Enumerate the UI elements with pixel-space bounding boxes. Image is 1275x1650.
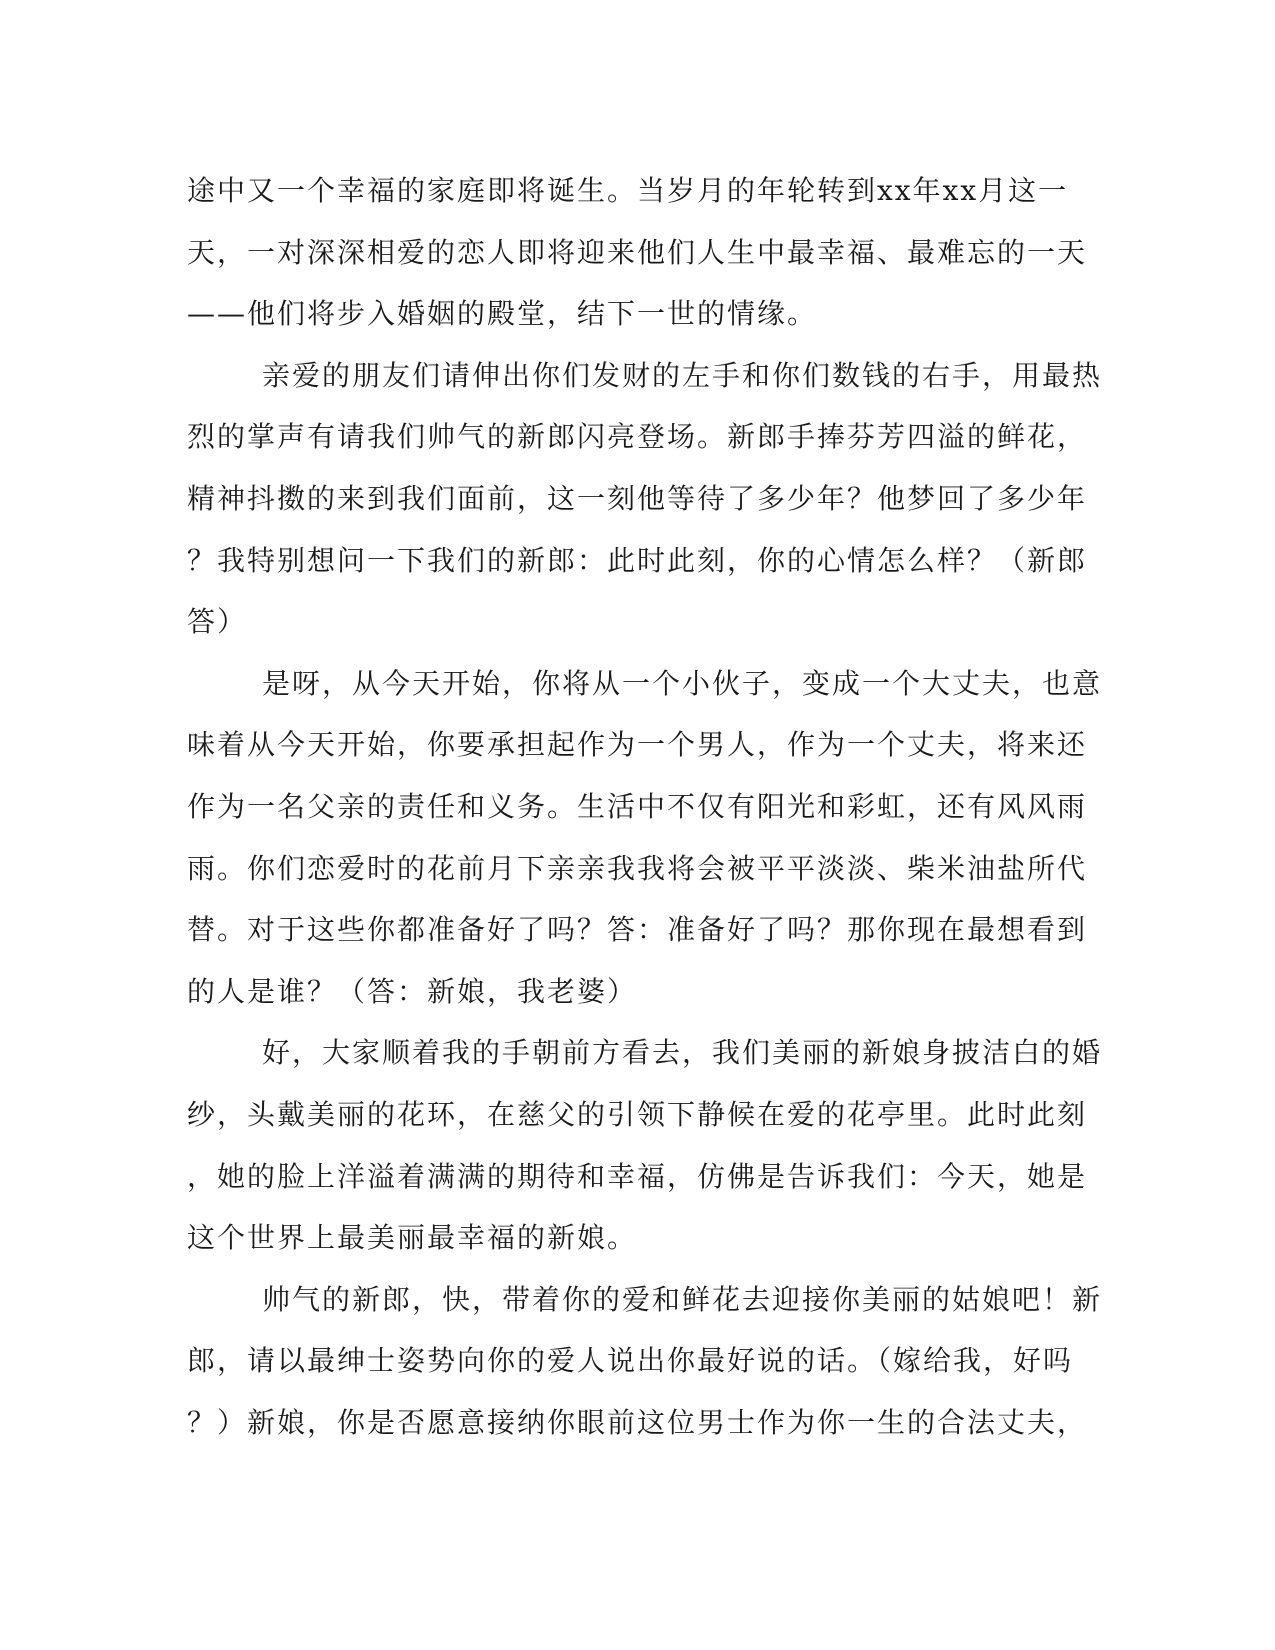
- text-line: 天，一对深深相爱的恋人即将迎来他们人生中最幸福、最难忘的一天: [187, 235, 1088, 269]
- text-line: 答）: [187, 605, 248, 639]
- text-line: 烈的掌声有请我们帅气的新郎闪亮登场。新郎手捧芬芳四溢的鲜花，: [187, 420, 1088, 454]
- text-line: 替。对于这些你都准备好了吗？答：准备好了吗？那你现在最想看到: [187, 913, 1088, 947]
- text-line: ？）新娘，你是否愿意接纳你眼前这位男士作为你一生的合法丈夫，: [187, 1405, 1088, 1439]
- text-line: 帅气的新郎，快，带着你的爱和鲜花去迎接你美丽的姑娘吧！新: [262, 1282, 1103, 1316]
- text-line: 作为一名父亲的责任和义务。生活中不仅有阳光和彩虹，还有风风雨: [187, 789, 1088, 823]
- paragraph-5: [187, 1269, 1103, 1454]
- text-line: 这个世界上最美丽最幸福的新娘。: [187, 1221, 638, 1255]
- text-line: 好，大家顺着我的手朝前方看去，我们美丽的新娘身披洁白的婚: [262, 1036, 1103, 1070]
- paragraph-4: [187, 1022, 1103, 1268]
- text-line: 味着从今天开始，你要承担起作为一个男人，作为一个丈夫，将来还: [187, 728, 1088, 762]
- text-line: 雨。你们恋爱时的花前月下亲亲我我将会被平平淡淡、柴米油盐所代: [187, 851, 1088, 885]
- text-line: 精神抖擞的来到我们面前，这一刻他等待了多少年？他梦回了多少年: [187, 481, 1088, 515]
- text-line: 纱，头戴美丽的花环，在慈父的引领下静候在爱的花亭里。此时此刻: [187, 1097, 1088, 1131]
- text-line: ——他们将步入婚姻的殿堂，结下一世的情缘。: [187, 297, 818, 331]
- text-line: 是呀，从今天开始，你将从一个小伙子，变成一个大丈夫，也意: [262, 666, 1103, 700]
- paragraph-3: [187, 653, 1103, 1023]
- text-line: 亲爱的朋友们请伸出你们发财的左手和你们数钱的右手，用最热: [262, 358, 1103, 392]
- document-body: [187, 160, 1103, 1453]
- text-line: 途中又一个幸福的家庭即将诞生。当岁月的年轮转到xx年xx月这一: [187, 174, 1069, 207]
- text-line: ，她的脸上洋溢着满满的期待和幸福，仿佛是告诉我们：今天，她是: [187, 1159, 1088, 1193]
- text-line: 的人是谁？（答：新娘，我老婆）: [187, 974, 638, 1008]
- paragraph-1: [187, 160, 1088, 345]
- paragraph-2: [187, 345, 1103, 653]
- text-line: 郎，请以最绅士姿势向你的爱人说出你最好说的话。（嫁给我，好吗: [187, 1344, 1074, 1378]
- text-line: ？我特别想问一下我们的新郎：此时此刻，你的心情怎么样？（新郎: [187, 543, 1088, 577]
